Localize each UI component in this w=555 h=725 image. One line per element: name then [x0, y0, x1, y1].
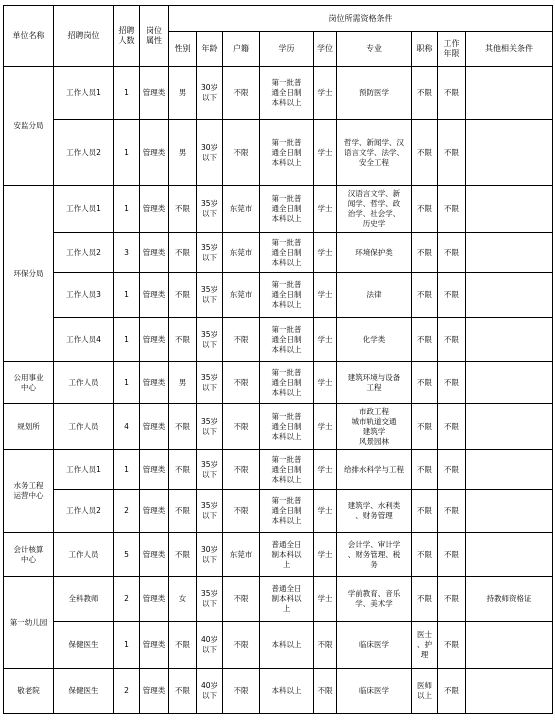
- cell-hukou: 不限: [223, 577, 260, 622]
- cell-other: [466, 404, 553, 450]
- cell-age: 30岁 以下: [197, 120, 223, 186]
- cell-gender: 女: [169, 577, 197, 622]
- cell-gender: 不限: [169, 186, 197, 233]
- cell-age: 35岁 以下: [197, 233, 223, 273]
- cell-education: 第一批普 通全日制 本科以上: [260, 490, 314, 533]
- unit-name: 公用事业 中心: [4, 362, 54, 404]
- cell-degree: 学士: [314, 362, 337, 404]
- cell-title: 医士 、护 理: [412, 622, 438, 669]
- cell-years: 不限: [438, 233, 466, 273]
- cell-gender: 不限: [169, 233, 197, 273]
- cell-major: 哲学、新闻学、汉 语言文学、法学、 安全工程: [337, 120, 412, 186]
- header-attr: 岗位 属性: [140, 6, 169, 67]
- cell-gender: 不限: [169, 533, 197, 577]
- cell-attr: 管理类: [140, 233, 169, 273]
- cell-age: 30岁 以下: [197, 533, 223, 577]
- cell-hukou: 不限: [223, 622, 260, 669]
- table-row: [4, 67, 553, 120]
- cell-other: [466, 273, 553, 318]
- cell-degree: 学士: [314, 120, 337, 186]
- cell-years: 不限: [438, 120, 466, 186]
- cell-attr: 管理类: [140, 67, 169, 120]
- cell-post: 工作人员4: [54, 318, 114, 362]
- table-row: [4, 273, 553, 318]
- cell-degree: 学士: [314, 233, 337, 273]
- cell-degree: 学士: [314, 577, 337, 622]
- cell-other: [466, 490, 553, 533]
- cell-hukou: 不限: [223, 362, 260, 404]
- cell-post: 工作人员2: [54, 490, 114, 533]
- cell-attr: 管理类: [140, 186, 169, 233]
- cell-degree: 学士: [314, 318, 337, 362]
- cell-major: 临床医学: [337, 669, 412, 714]
- cell-age: 30岁 以下: [197, 67, 223, 120]
- table-row: [4, 577, 553, 622]
- unit-name: 敬老院: [4, 669, 54, 714]
- cell-major: 学前教育、音乐 学、美术学: [337, 577, 412, 622]
- cell-count: 1: [114, 273, 140, 318]
- cell-title: 不限: [412, 362, 438, 404]
- cell-degree: 学士: [314, 490, 337, 533]
- cell-count: 2: [114, 577, 140, 622]
- cell-count: 1: [114, 186, 140, 233]
- table-row: [4, 622, 553, 669]
- cell-education: 普通全日 制本科以 上: [260, 533, 314, 577]
- cell-attr: 管理类: [140, 404, 169, 450]
- cell-years: 不限: [438, 490, 466, 533]
- cell-attr: 管理类: [140, 533, 169, 577]
- cell-gender: 不限: [169, 273, 197, 318]
- cell-post: 工作人员: [54, 533, 114, 577]
- cell-gender: 男: [169, 67, 197, 120]
- header-title: 职称: [412, 32, 438, 67]
- cell-gender: 不限: [169, 622, 197, 669]
- cell-hukou: 不限: [223, 120, 260, 186]
- cell-count: 1: [114, 362, 140, 404]
- cell-hukou: 不限: [223, 404, 260, 450]
- cell-age: 35岁 以下: [197, 450, 223, 490]
- cell-degree: 学士: [314, 186, 337, 233]
- cell-age: 35岁 以下: [197, 186, 223, 233]
- cell-hukou: 东莞市: [223, 186, 260, 233]
- table-row: [4, 318, 553, 362]
- cell-education: 第一批普 通全日制 本科以上: [260, 233, 314, 273]
- header-years: 工作 年限: [438, 32, 466, 67]
- cell-education: 第一批普 通全日制 本科以上: [260, 362, 314, 404]
- cell-age: 35岁 以下: [197, 577, 223, 622]
- cell-title: 不限: [412, 67, 438, 120]
- cell-education: 本科以上: [260, 622, 314, 669]
- cell-years: 不限: [438, 273, 466, 318]
- cell-count: 1: [114, 318, 140, 362]
- cell-years: 不限: [438, 450, 466, 490]
- header-post: 招聘岗位: [54, 6, 114, 67]
- unit-name: 会计核算 中心: [4, 533, 54, 577]
- cell-hukou: 不限: [223, 67, 260, 120]
- cell-years: 不限: [438, 533, 466, 577]
- cell-post: 工作人员3: [54, 273, 114, 318]
- unit-name: 规划所: [4, 404, 54, 450]
- cell-post: 保健医生: [54, 669, 114, 714]
- cell-other: [466, 622, 553, 669]
- cell-other: [466, 318, 553, 362]
- cell-gender: 不限: [169, 490, 197, 533]
- cell-years: 不限: [438, 362, 466, 404]
- table-row: [4, 490, 553, 533]
- cell-other: [466, 669, 553, 714]
- cell-count: 2: [114, 669, 140, 714]
- cell-major: 建筑环境与设备 工程: [337, 362, 412, 404]
- cell-title: 不限: [412, 318, 438, 362]
- cell-major: 法律: [337, 273, 412, 318]
- cell-post: 工作人员: [54, 362, 114, 404]
- cell-other: [466, 533, 553, 577]
- cell-age: 35岁 以下: [197, 490, 223, 533]
- header-age: 年龄: [197, 32, 223, 67]
- cell-other: [466, 186, 553, 233]
- cell-attr: 管理类: [140, 577, 169, 622]
- unit-name: 安监分局: [4, 67, 54, 186]
- cell-title: 医师 以上: [412, 669, 438, 714]
- cell-gender: 不限: [169, 669, 197, 714]
- cell-age: 35岁 以下: [197, 318, 223, 362]
- table-row: [4, 450, 553, 490]
- cell-degree: 不限: [314, 622, 337, 669]
- cell-degree: 学士: [314, 273, 337, 318]
- table-row: [4, 404, 553, 450]
- unit-name: 水务工程 运营中心: [4, 450, 54, 533]
- table-row: [4, 120, 553, 186]
- header-education: 学历: [260, 32, 314, 67]
- header-count: 招聘 人数: [114, 6, 140, 67]
- cell-hukou: 东莞市: [223, 273, 260, 318]
- cell-count: 1: [114, 450, 140, 490]
- cell-education: 本科以上: [260, 669, 314, 714]
- cell-gender: 不限: [169, 450, 197, 490]
- cell-education: 第一批普 通全日制 本科以上: [260, 273, 314, 318]
- cell-education: 第一批普 通全日制 本科以上: [260, 450, 314, 490]
- cell-hukou: 不限: [223, 318, 260, 362]
- cell-major: 临床医学: [337, 622, 412, 669]
- cell-post: 工作人员1: [54, 450, 114, 490]
- cell-major: 化学类: [337, 318, 412, 362]
- cell-years: 不限: [438, 669, 466, 714]
- cell-age: 40岁 以下: [197, 669, 223, 714]
- header-hukou: 户籍: [223, 32, 260, 67]
- cell-count: 5: [114, 533, 140, 577]
- cell-attr: 管理类: [140, 273, 169, 318]
- table-row: [4, 186, 553, 233]
- header-unit: 单位名称: [4, 6, 54, 67]
- cell-title: 不限: [412, 577, 438, 622]
- cell-gender: 不限: [169, 404, 197, 450]
- cell-gender: 不限: [169, 318, 197, 362]
- cell-education: 第一批普 通全日制 本科以上: [260, 318, 314, 362]
- cell-years: 不限: [438, 186, 466, 233]
- cell-age: 35岁 以下: [197, 273, 223, 318]
- cell-major: 会计学、审计学 、财务管理、税 务: [337, 533, 412, 577]
- table-row: [4, 533, 553, 577]
- cell-degree: 学士: [314, 533, 337, 577]
- cell-degree: 不限: [314, 669, 337, 714]
- table-row: [4, 669, 553, 714]
- header-conditions: 岗位所需资格条件: [169, 6, 553, 32]
- cell-education: 第一批普 通全日制 本科以上: [260, 404, 314, 450]
- cell-post: 工作人员2: [54, 120, 114, 186]
- cell-other: [466, 362, 553, 404]
- cell-hukou: 不限: [223, 450, 260, 490]
- cell-title: 不限: [412, 490, 438, 533]
- recruitment-table: [3, 5, 553, 714]
- header-other: 其他相关条件: [466, 32, 553, 67]
- cell-attr: 管理类: [140, 490, 169, 533]
- table-row: [4, 233, 553, 273]
- cell-major: 建筑学、水利类 、财务管理: [337, 490, 412, 533]
- cell-title: 不限: [412, 533, 438, 577]
- cell-degree: 学士: [314, 404, 337, 450]
- cell-education: 第一批普 通全日制 本科以上: [260, 67, 314, 120]
- cell-age: 35岁 以下: [197, 404, 223, 450]
- cell-post: 全科教师: [54, 577, 114, 622]
- cell-post: 工作人员1: [54, 67, 114, 120]
- cell-education: 第一批普 通全日制 本科以上: [260, 186, 314, 233]
- cell-age: 35岁 以下: [197, 362, 223, 404]
- cell-post: 工作人员1: [54, 186, 114, 233]
- cell-other: [466, 450, 553, 490]
- cell-title: 不限: [412, 186, 438, 233]
- cell-attr: 管理类: [140, 622, 169, 669]
- cell-count: 4: [114, 404, 140, 450]
- cell-major: 预防医学: [337, 67, 412, 120]
- header-major: 专业: [337, 32, 412, 67]
- cell-age: 40岁 以下: [197, 622, 223, 669]
- cell-count: 1: [114, 120, 140, 186]
- cell-title: 不限: [412, 450, 438, 490]
- cell-education: 第一批普 通全日制 本科以上: [260, 120, 314, 186]
- cell-title: 不限: [412, 120, 438, 186]
- table-row: [4, 362, 553, 404]
- cell-other: [466, 233, 553, 273]
- cell-post: 工作人员2: [54, 233, 114, 273]
- cell-count: 1: [114, 67, 140, 120]
- cell-other: [466, 67, 553, 120]
- cell-degree: 学士: [314, 450, 337, 490]
- cell-hukou: 东莞市: [223, 233, 260, 273]
- cell-attr: 管理类: [140, 120, 169, 186]
- cell-gender: 男: [169, 362, 197, 404]
- cell-degree: 学士: [314, 67, 337, 120]
- cell-hukou: 东莞市: [223, 533, 260, 577]
- cell-years: 不限: [438, 67, 466, 120]
- header-gender: 性别: [169, 32, 197, 67]
- cell-attr: 管理类: [140, 669, 169, 714]
- cell-major: 给排水科学与工程: [337, 450, 412, 490]
- cell-years: 不限: [438, 577, 466, 622]
- header-degree: 学位: [314, 32, 337, 67]
- cell-years: 不限: [438, 622, 466, 669]
- cell-other: 持教师资格证: [466, 577, 553, 622]
- cell-post: 工作人员: [54, 404, 114, 450]
- cell-count: 1: [114, 622, 140, 669]
- cell-title: 不限: [412, 273, 438, 318]
- cell-post: 保健医生: [54, 622, 114, 669]
- cell-attr: 管理类: [140, 450, 169, 490]
- cell-title: 不限: [412, 233, 438, 273]
- cell-major: 市政工程 城市轨道交通 建筑学 风景园林: [337, 404, 412, 450]
- cell-education: 普通全日 制本科以 上: [260, 577, 314, 622]
- cell-attr: 管理类: [140, 318, 169, 362]
- cell-hukou: 不限: [223, 490, 260, 533]
- cell-major: 汉语言文学、新 闻学、哲学、政 治学、社会学、 历史学: [337, 186, 412, 233]
- cell-count: 3: [114, 233, 140, 273]
- cell-major: 环境保护类: [337, 233, 412, 273]
- cell-hukou: 不限: [223, 669, 260, 714]
- unit-name: 第一幼儿园: [4, 577, 54, 669]
- unit-name: 环保分局: [4, 186, 54, 362]
- cell-gender: 男: [169, 120, 197, 186]
- cell-years: 不限: [438, 404, 466, 450]
- cell-years: 不限: [438, 318, 466, 362]
- cell-count: 2: [114, 490, 140, 533]
- cell-other: [466, 120, 553, 186]
- cell-attr: 管理类: [140, 362, 169, 404]
- cell-title: 不限: [412, 404, 438, 450]
